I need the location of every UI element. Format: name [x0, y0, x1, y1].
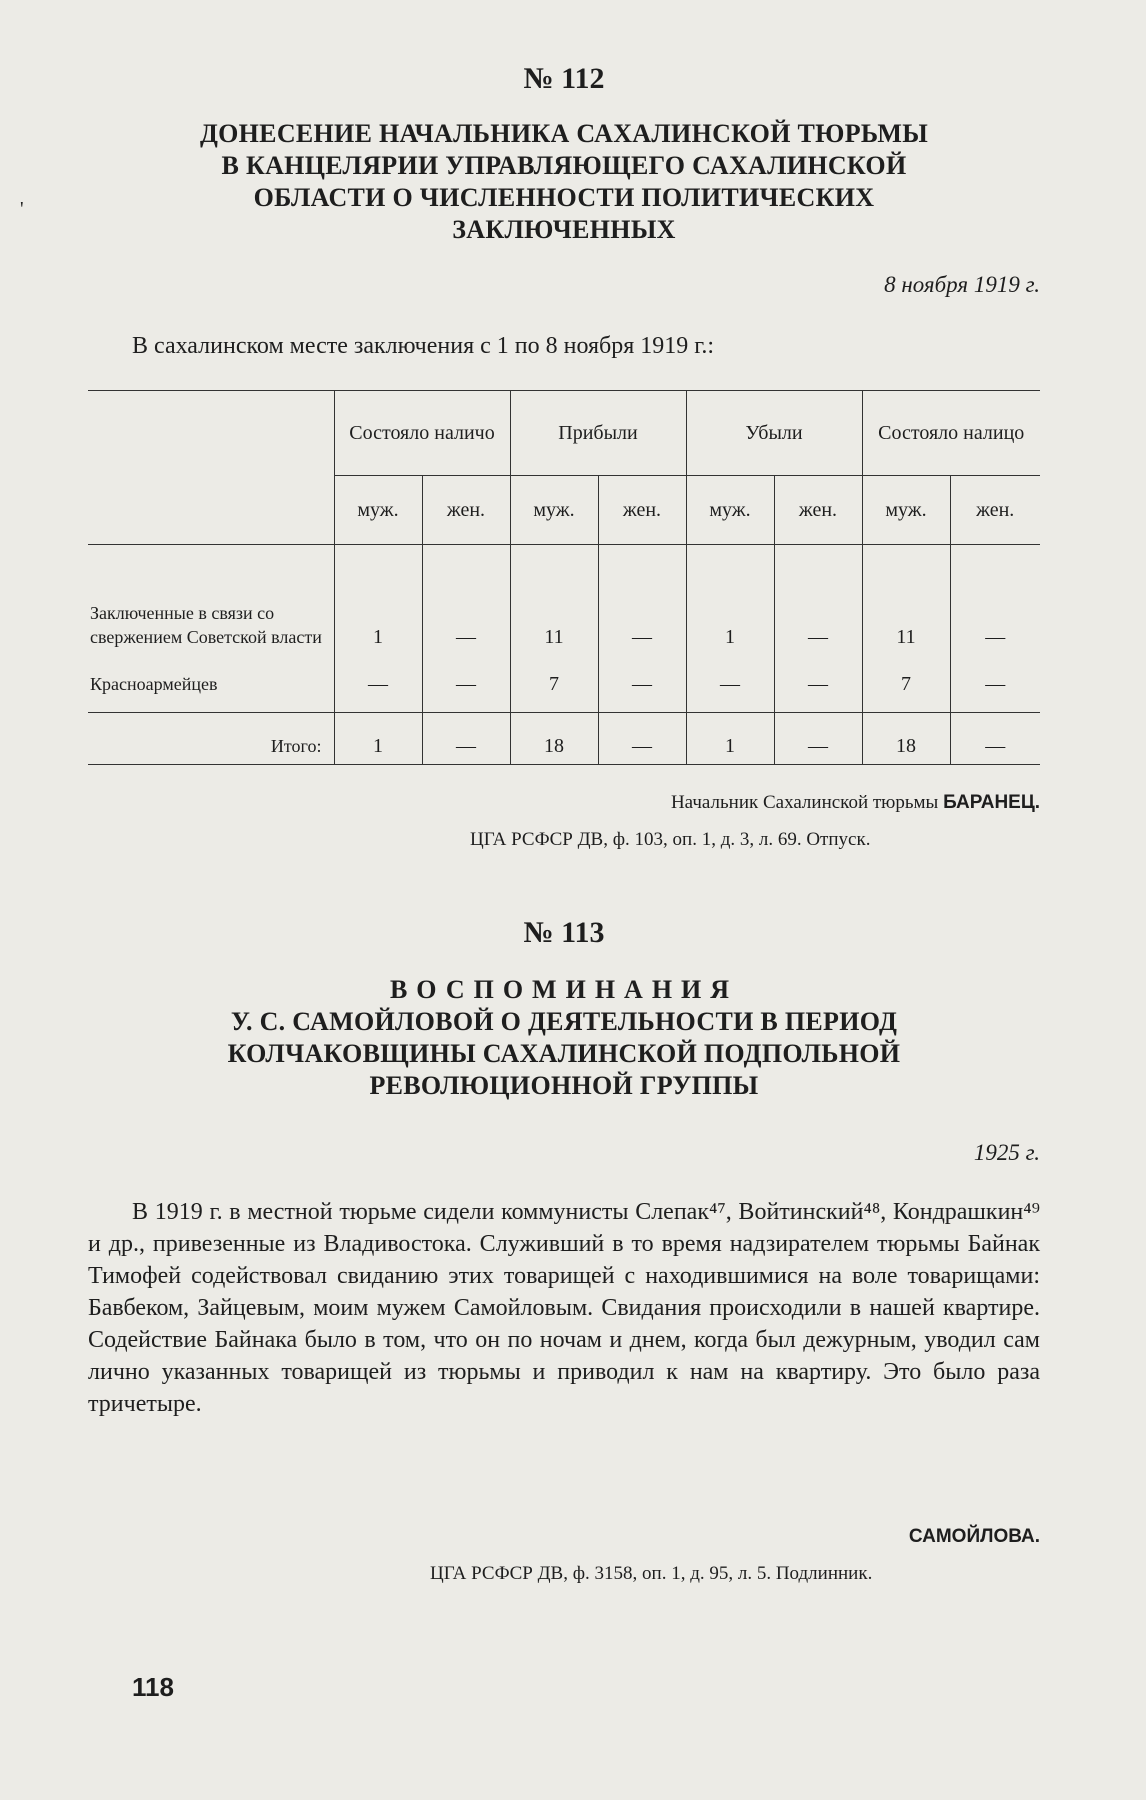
- title-spaced: ВОСПОМИНАНИЯ: [389, 975, 739, 1004]
- row-label: Итого:: [88, 713, 334, 765]
- table-cell: 1: [334, 545, 422, 655]
- signature-role: Начальник Сахалинской тюрьмы: [670, 792, 939, 813]
- signature-name: САМОЙЛОВА.: [908, 1526, 1040, 1547]
- table-cell: 7: [862, 655, 950, 713]
- table-cell: —: [334, 655, 422, 713]
- doc-112-number: № 112: [523, 62, 605, 95]
- table-cell: —: [774, 713, 862, 765]
- doc-113-date: 1925 г.: [973, 1140, 1040, 1165]
- table-corner: [88, 391, 334, 545]
- table-sub-header: муж.: [862, 476, 950, 545]
- table-cell: —: [774, 655, 862, 713]
- prisoner-count-table: [88, 390, 1040, 765]
- table-sub-header: муж.: [334, 476, 422, 545]
- doc-113-title: [88, 974, 1040, 1102]
- doc-113-archive: ЦГА РСФСР ДВ, ф. 3158, оп. 1, д. 95, л. 5. Подлинник.: [430, 1563, 873, 1584]
- table-cell: —: [950, 545, 1040, 655]
- table-row: [88, 545, 1040, 655]
- doc-112-title: [88, 118, 1040, 246]
- table-cell: 1: [686, 713, 774, 765]
- table-cell: 18: [862, 713, 950, 765]
- row-label: Заключенные в связи со свержением Советской власти: [90, 602, 322, 647]
- table-cell: 7: [510, 655, 598, 713]
- table-row: [88, 655, 1040, 713]
- title-line: ОБЛАСТИ О ЧИСЛЕННОСТИ ПОЛИТИЧЕСКИХ: [253, 183, 875, 212]
- title-line: ДОНЕСЕНИЕ НАЧАЛЬНИКА САХАЛИНСКОЙ ТЮРЬМЫ: [199, 119, 929, 148]
- table-cell: —: [598, 655, 686, 713]
- table-cell: 18: [510, 713, 598, 765]
- doc-112-date: 8 ноября 1919 г.: [884, 272, 1040, 297]
- table-cell: —: [422, 713, 510, 765]
- doc-112-signature: [88, 792, 1040, 814]
- doc-113-signature: [88, 1526, 1040, 1548]
- table-cell: —: [598, 713, 686, 765]
- table-cell: 1: [334, 713, 422, 765]
- table-cell: —: [774, 545, 862, 655]
- table-cell: —: [950, 655, 1040, 713]
- doc-113-body: В 1919 г. в местной тюрьме сидели коммунисты Слепак⁴⁷, Войтинский⁴⁸, Кондрашкин⁴⁹ и др., привезенные из Владивостока. Служивший в то время надзирателем тюрьмы Байнак Тимофей содействовал свиданию этих товарищей с находившимися на воле товарищами: Бавбеком, Зайцевым, моим мужем Самойловым. Свидания происходили в нашей квартире. Содействие Байнака было в том, что он по ночам и днем, когда был дежурным, уводил сам лично указанных товарищей из тюрьмы и приводил к нам на квартиру. Это было раза тричетыре.: [88, 1199, 1040, 1417]
- table-cell: 1: [686, 545, 774, 655]
- table-sub-header: муж.: [686, 476, 774, 545]
- table-sub-header: жен.: [774, 476, 862, 545]
- title-line: В КАНЦЕЛЯРИИ УПРАВЛЯЮЩЕГО САХАЛИНСКОЙ: [221, 151, 907, 180]
- table-cell: 11: [862, 545, 950, 655]
- table-group-header: Прибыли: [510, 391, 686, 476]
- table-cell: 11: [510, 545, 598, 655]
- table-cell: —: [598, 545, 686, 655]
- table-cell: —: [422, 545, 510, 655]
- table-group-header: Убыли: [686, 391, 862, 476]
- table-total-row: [88, 713, 1040, 765]
- table-sub-header: жен.: [422, 476, 510, 545]
- table-sub-header: жен.: [950, 476, 1040, 545]
- table-sub-header: жен.: [598, 476, 686, 545]
- table-cell: —: [686, 655, 774, 713]
- title-line: ЗАКЛЮЧЕННЫХ: [452, 215, 676, 244]
- doc-113-number: № 113: [523, 916, 605, 949]
- table-sub-header: муж.: [510, 476, 598, 545]
- table-cell: —: [950, 713, 1040, 765]
- doc-112-archive: ЦГА РСФСР ДВ, ф. 103, оп. 1, д. 3, л. 69. Отпуск.: [470, 829, 871, 850]
- table-cell: —: [422, 655, 510, 713]
- signature-name: БАРАНЕЦ.: [943, 792, 1040, 813]
- title-line: У. С. САМОЙЛОВОЙ О ДЕЯТЕЛЬНОСТИ В ПЕРИОД: [230, 1007, 898, 1036]
- row-label: Красноармейцев: [90, 674, 218, 694]
- table: [88, 390, 1040, 765]
- table-group-header: Состояло наличо: [334, 391, 510, 476]
- title-line: КОЛЧАКОВЩИНЫ САХАЛИНСКОЙ ПОДПОЛЬНОЙ: [227, 1039, 901, 1068]
- margin-mark: ': [20, 198, 24, 220]
- doc-112-intro: В сахалинском месте заключения с 1 по 8 ноября 1919 г.:: [132, 333, 715, 359]
- page-number: 118: [132, 1672, 174, 1702]
- table-group-header: Состояло налицо: [862, 391, 1040, 476]
- title-line: РЕВОЛЮЦИОННОЙ ГРУППЫ: [369, 1071, 759, 1100]
